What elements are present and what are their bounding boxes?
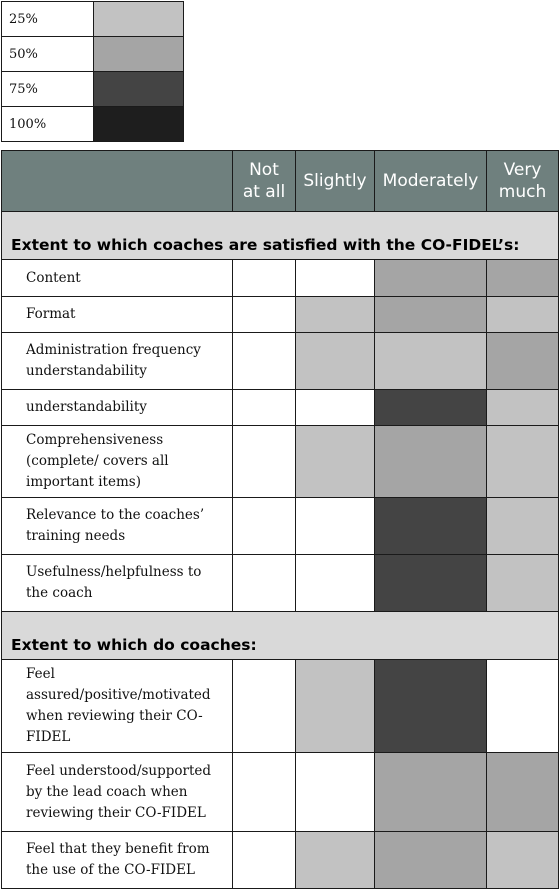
section-title: Extent to which coaches are satisfied with the CO-FIDEL’s:: [2, 212, 559, 260]
rating-cell: [233, 753, 296, 832]
row-label: Feel that they benefit from the use of the CO-FIDEL: [2, 832, 233, 889]
rating-cell: [487, 498, 559, 555]
rating-cell: [487, 832, 559, 889]
table-row: [2, 753, 559, 832]
rating-cell: [233, 555, 296, 612]
rating-cell: [296, 555, 375, 612]
rating-cell: [375, 498, 487, 555]
header-not-at-all: Not at all: [233, 151, 296, 212]
table-row: [2, 660, 559, 753]
rating-cell: [233, 297, 296, 333]
table-row: [2, 426, 559, 498]
rating-cell: [233, 660, 296, 753]
row-label: Administration frequency understandability: [2, 333, 233, 390]
section-row: [2, 612, 559, 660]
legend-swatch: [94, 72, 184, 107]
rating-cell: [296, 426, 375, 498]
legend-swatch: [94, 37, 184, 72]
rating-cell: [296, 333, 375, 390]
header-row: [2, 151, 559, 212]
rating-cell: [487, 297, 559, 333]
header-slightly: Slightly: [296, 151, 375, 212]
rating-cell: [296, 660, 375, 753]
coach-rating-table: [1, 150, 559, 889]
rating-cell: [233, 832, 296, 889]
row-label: Format: [2, 297, 233, 333]
rating-cell: [487, 260, 559, 297]
row-label: Comprehensiveness (complete/ covers all important items): [2, 426, 233, 498]
rating-cell: [375, 555, 487, 612]
rating-cell: [375, 297, 487, 333]
rating-cell: [487, 660, 559, 753]
rating-cell: [375, 333, 487, 390]
section-title: Extent to which do coaches:: [2, 612, 559, 660]
row-label: understandability: [2, 390, 233, 426]
rating-cell: [233, 498, 296, 555]
row-label: Content: [2, 260, 233, 297]
rating-cell: [296, 832, 375, 889]
rating-cell: [487, 753, 559, 832]
legend-label: 50%: [2, 37, 94, 72]
table-row: [2, 260, 559, 297]
row-label: Feel understood/supported by the lead coach when reviewing their CO-FIDEL: [2, 753, 233, 832]
rating-cell: [375, 660, 487, 753]
rating-cell: [375, 260, 487, 297]
table-row: [2, 498, 559, 555]
legend-label: 100%: [2, 107, 94, 142]
table-row: [2, 555, 559, 612]
row-label: Relevance to the coaches’ training needs: [2, 498, 233, 555]
legend-row: [2, 37, 184, 72]
table-row: [2, 297, 559, 333]
rating-cell: [487, 390, 559, 426]
table-row: [2, 333, 559, 390]
legend-row: [2, 107, 184, 142]
shading-legend: [1, 1, 184, 142]
rating-cell: [296, 297, 375, 333]
row-label: Usefulness/helpfulness to the coach: [2, 555, 233, 612]
header-very-much: Very much: [487, 151, 559, 212]
rating-cell: [233, 260, 296, 297]
legend-row: [2, 2, 184, 37]
rating-cell: [296, 753, 375, 832]
rating-cell: [375, 426, 487, 498]
rating-cell: [296, 260, 375, 297]
rating-cell: [375, 390, 487, 426]
rating-cell: [375, 753, 487, 832]
rating-cell: [296, 390, 375, 426]
legend-swatch: [94, 2, 184, 37]
section-row: [2, 212, 559, 260]
rating-cell: [296, 498, 375, 555]
rating-cell: [233, 426, 296, 498]
rating-cell: [487, 555, 559, 612]
legend-label: 25%: [2, 2, 94, 37]
rating-cell: [487, 333, 559, 390]
rating-cell: [233, 390, 296, 426]
legend-row: [2, 72, 184, 107]
rating-cell: [233, 333, 296, 390]
table-row: [2, 390, 559, 426]
header-cell-blank: [2, 151, 233, 212]
table-row: [2, 832, 559, 889]
legend-swatch: [94, 107, 184, 142]
rating-cell: [487, 426, 559, 498]
header-moderately: Moderately: [375, 151, 487, 212]
legend-label: 75%: [2, 72, 94, 107]
rating-cell: [375, 832, 487, 889]
row-label: Feel assured/positive/motivated when reviewing their CO-FIDEL: [2, 660, 233, 753]
